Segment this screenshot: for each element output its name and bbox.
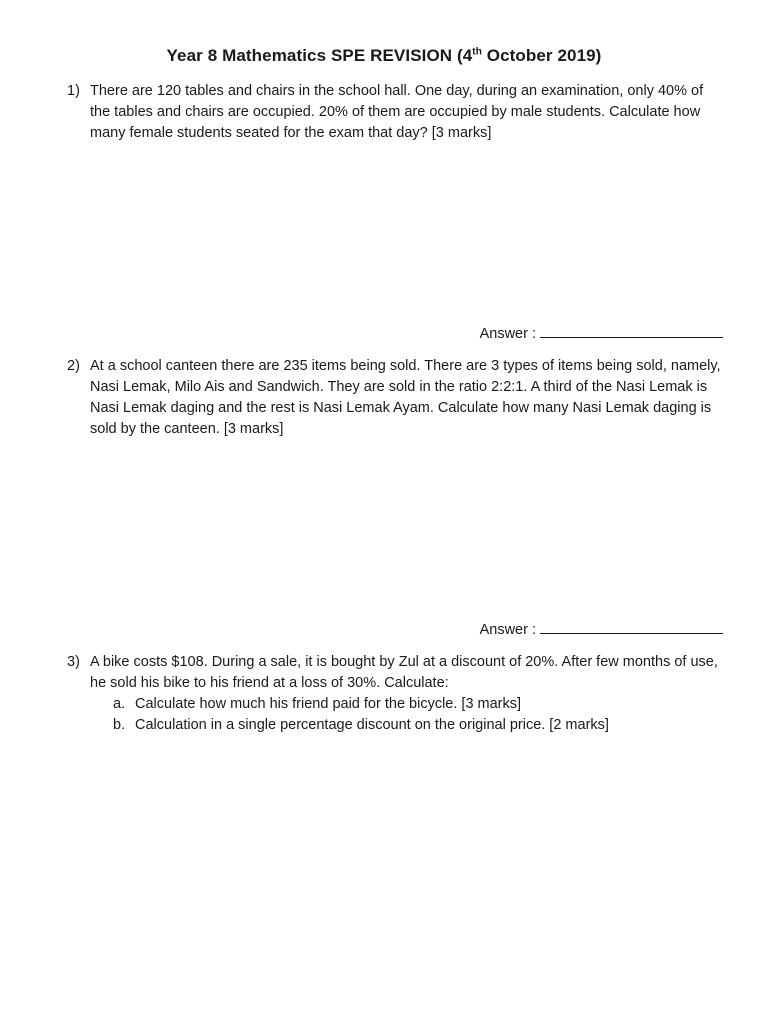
- sub-question-text: Calculate how much his friend paid for the bicycle. [3 marks]: [135, 696, 522, 712]
- page-title: [0, 46, 768, 66]
- question-3: [67, 652, 727, 736]
- sub-question-letter: b.: [113, 717, 126, 733]
- sub-question-list: [113, 694, 727, 736]
- answer-line[interactable]: [540, 619, 723, 634]
- answer-label: Answer :: [479, 326, 536, 342]
- answer-field-1[interactable]: [480, 323, 723, 345]
- answer-line[interactable]: [540, 323, 723, 338]
- title-end: October 2019): [481, 46, 602, 65]
- sub-question-b: [113, 715, 727, 736]
- title-superscript: th: [472, 46, 482, 58]
- title-main: Year 8 Mathematics SPE REVISION (4: [166, 46, 473, 65]
- answer-label: Answer :: [479, 622, 536, 638]
- sub-question-letter: a.: [113, 696, 126, 712]
- question-number: 2): [67, 358, 80, 374]
- question-2: [67, 356, 727, 440]
- question-text: There are 120 tables and chairs in the school hall. One day, during an examination, only 40% of the tables and chairs are occupied. 20% of them are occupied by male students. Calculate how many female students seated for the exam that day? [3 marks]: [90, 83, 704, 141]
- question-text: A bike costs $108. During a sale, it is bought by Zul at a discount of 20%. After few months of use, he sold his bike to his friend at a loss of 30%. Calculate:: [90, 654, 718, 691]
- sub-question-text: Calculation in a single percentage discount on the original price. [2 marks]: [135, 717, 609, 733]
- question-1: [67, 81, 727, 144]
- question-number: 1): [67, 83, 80, 99]
- sub-question-a: [113, 694, 727, 715]
- question-text: At a school canteen there are 235 items being sold. There are 3 types of items being sold, namely, Nasi Lemak, Milo Ais and Sandwich. They are sold in the ratio 2:2:1. A third of the Nasi Lemak is Nasi Lemak daging and the rest is Nasi Lemak Ayam. Calculate how many Nasi Lemak daging is sold by the canteen. [3 marks]: [90, 358, 721, 437]
- question-number: 3): [67, 654, 80, 670]
- answer-field-2[interactable]: [480, 619, 723, 641]
